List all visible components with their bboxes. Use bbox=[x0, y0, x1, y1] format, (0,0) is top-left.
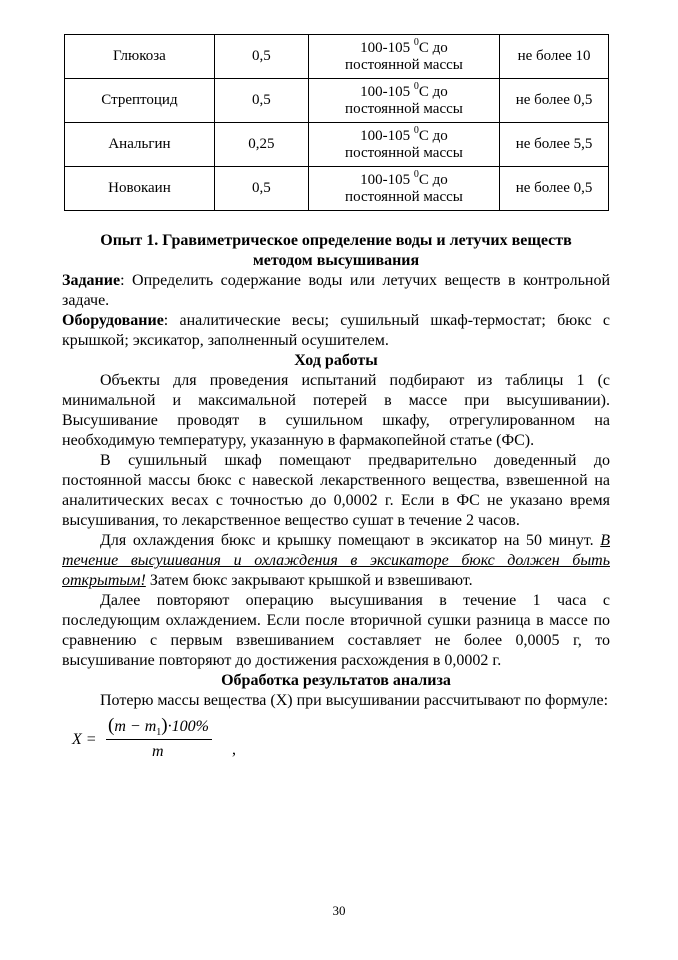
table-row bbox=[65, 123, 609, 167]
formula-numerator: $(m - m_1)\cdot 100\%$ bbox=[108, 715, 209, 739]
equipment-label: Оборудование bbox=[62, 312, 164, 329]
work-heading: Ход работы bbox=[294, 352, 378, 369]
table-row bbox=[65, 35, 609, 79]
mass-loss-limit: не более 10 bbox=[500, 35, 609, 79]
paragraph-repeat: Далее повторяют операцию высушивания в течение 1 часа с последующим охлаждением. Если после вторичной сушки разница в массе по сравнению с первым взвешиванием составляет не более 0,0005 г, то высушивание повторяют до достижения расхождения в 0,0002 г. bbox=[62, 592, 610, 669]
mass-loss-limit: не более 0,5 bbox=[500, 167, 609, 211]
page-number: 30 bbox=[332, 903, 346, 918]
page-content bbox=[62, 34, 610, 769]
mass-loss-limit: не более 0,5 bbox=[500, 79, 609, 123]
paragraph-cooling: Для охлаждения бюкс и крышку помещают в эксикатор на 50 минут. В течение высушивания и охлаждения в эксикаторе бюкс должен быть открытым! Затем бюкс закрывают крышкой и взвешивают. bbox=[62, 532, 610, 589]
mass-loss-formula bbox=[62, 715, 610, 769]
substance-name: Глюкоза bbox=[65, 35, 215, 79]
sample-mass: 0,5 bbox=[214, 79, 308, 123]
experiment-title-line2: методом высушивания bbox=[252, 252, 420, 269]
task-text: : Определить содержание воды или летучих веществ в контрольной задаче. bbox=[62, 272, 610, 309]
equipment-text: : аналитические весы; сушильный шкаф-термостат; бюкс с крышкой; эксикатор, заполненный осушителем. bbox=[62, 312, 610, 349]
warning-text: В течение высушивания и охлаждения в эксикаторе бюкс должен быть открытым! bbox=[62, 532, 610, 589]
drying-conditions: 100-105 $^0$С до постоянной массы bbox=[308, 35, 499, 79]
substance-name: Новокаин bbox=[65, 167, 215, 211]
formula-denominator: m bbox=[152, 743, 164, 760]
drying-conditions: 100-105 $^0$С до постоянной массы bbox=[308, 123, 499, 167]
substance-name: Анальгин bbox=[65, 123, 215, 167]
drying-conditions: 100-105 $^0$С до постоянной массы bbox=[308, 167, 499, 211]
formula-lhs: X = bbox=[72, 731, 97, 748]
fraction-bar bbox=[106, 739, 212, 740]
drying-conditions: 100-105 $^0$С до постоянной массы bbox=[308, 79, 499, 123]
experiment-title-line1: Опыт 1. Гравиметрическое определение воды и летучих веществ bbox=[100, 232, 572, 249]
paragraph-drying: В сушильный шкаф помещают предварительно доведенный до постоянной массы бюкс с навеской лекарственного вещества, взвешенной на аналитических весах с точностью до 0,0002 г. Если в ФС не указано время высушивания, то лекарственное вещество сушат в течение 2 часов. bbox=[62, 452, 610, 529]
task-paragraph bbox=[62, 271, 610, 311]
table-row bbox=[65, 167, 609, 211]
formula-comma: , bbox=[232, 741, 236, 758]
substance-name: Стрептоцид bbox=[65, 79, 215, 123]
substances-table bbox=[64, 34, 609, 211]
experiment-title bbox=[62, 231, 610, 271]
results-heading: Обработка результатов анализа bbox=[221, 672, 451, 689]
equipment-paragraph bbox=[62, 311, 610, 351]
paragraph-objects: Объекты для проведения испытаний подбирают из таблицы 1 (с минимальной и максимальной потерей в массе при высушивании). Высушивание проводят в сушильном шкафу, отрегулированном на необходимую температуру, указанную в фармакопейной статье (ФС). bbox=[62, 372, 610, 449]
mass-loss-limit: не более 5,5 bbox=[500, 123, 609, 167]
task-label: Задание bbox=[62, 272, 121, 289]
paragraph-formula-intro: Потерю массы вещества (X) при высушивании рассчитывают по формуле: bbox=[100, 692, 609, 709]
sample-mass: 0,5 bbox=[214, 167, 308, 211]
sample-mass: 0,25 bbox=[214, 123, 308, 167]
table-row bbox=[65, 79, 609, 123]
sample-mass: 0,5 bbox=[214, 35, 308, 79]
